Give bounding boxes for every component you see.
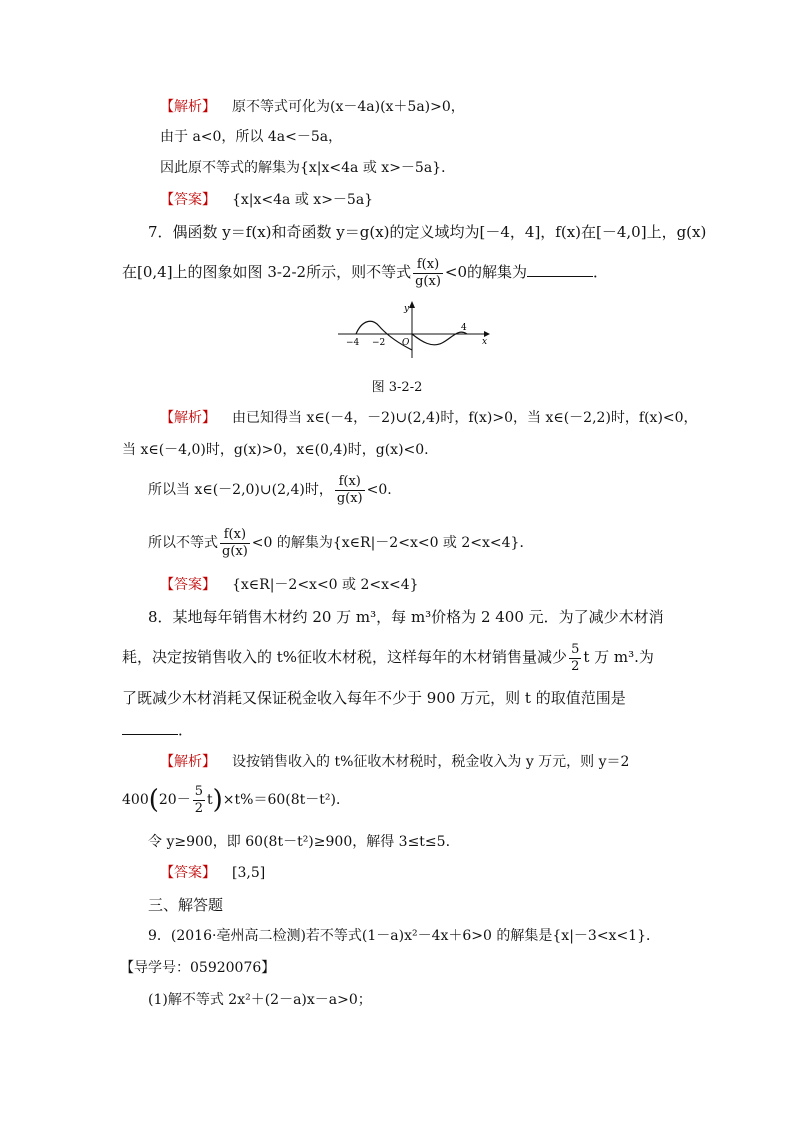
q6-analysis-line3: 因此原不等式的解集为{x|x<4a 或 x>－5a}． <box>160 160 456 176</box>
q8-analysis-line1: 【解析】 设按销售收入的 t%征收木材税时，税金收入为 y 万元，则 y＝2 <box>160 754 630 770</box>
q7-analysis-line1: 【解析】 由已知得当 x∈(－4，－2)∪(2,4)时，f(x)>0，当 x∈(－2,2)时，f(x)<0， <box>160 410 698 426</box>
q7-question-line2: 在[0,4]上的图象如图 3-2-2所示，则不等式 $\frac{f(x)}{g(x)}$ <0的解集为 ． <box>122 256 609 289</box>
tick-minus-4: −4 <box>346 338 360 348</box>
q8-analysis-line3: 令 y≥900，即 60(8t－t²)≥900，解得 3≤t≤5. <box>148 834 451 850</box>
q6-analysis-line2: 由于 a<0，所以 4a<－5a， <box>160 129 343 145</box>
figure-caption: 图 3-2-2 <box>371 380 423 395</box>
answer-blank <box>122 720 178 735</box>
answer-tag: 【答案】 <box>160 192 216 208</box>
q6-answer-line: 【答案】 {x|x<4a 或 x>－5a} <box>160 192 374 208</box>
y-label: y <box>404 304 410 314</box>
fraction-f-over-g: $\frac{f(x)}{g(x)}$ <box>222 526 248 559</box>
tick-4: 4 <box>461 323 467 333</box>
q9-part1: (1)解不等式 2x²＋(2－a)x－a>0； <box>148 992 372 1008</box>
q7-answer-line: 【答案】 {x∈R|－2<x<0 或 2<x<4} <box>160 577 419 593</box>
analysis-tag: 【解析】 <box>160 410 216 426</box>
fraction-f-over-g: $\frac{f(x)}{g(x)}$ <box>336 473 363 506</box>
q8-question-line3: 了既减少木材消耗又保证税金收入每年不少于 900 万元，则 t 的取值范围是 <box>122 689 626 707</box>
analysis-tag: 【解析】 <box>160 99 216 115</box>
answer-tag: 【答案】 <box>160 865 216 881</box>
fraction-5-over-2: $\frac{5}{2}$ <box>194 783 203 816</box>
q9-question-line1: 9．(2016·亳州高二检测)若不等式(1－a)x²－4x＋6>0 的解集是{x|－3<x<1}． <box>148 928 660 944</box>
y-axis-arrow <box>409 301 415 308</box>
fraction-f-over-g: $\frac{f(x)}{g(x)}$ <box>415 256 441 289</box>
function-graph-figure <box>334 298 494 360</box>
answer-tag: 【答案】 <box>160 577 216 593</box>
guide-number: 【导学号：05920076】 <box>120 960 276 976</box>
q8-analysis-line2: 400(20－ $\frac{5}{2}$ t)×t%＝60(8t－t²)． <box>122 783 350 816</box>
q8-question-line2: 耗，决定按销售收入的 t%征收木材税，这样每年的木材销售量减少 $\frac{5}{2}$ t 万 m³.为 <box>122 641 654 674</box>
q7-question-line1: 7．偶函数 y＝f(x)和奇函数 y＝g(x)的定义域均为[－4，4]，f(x)在[－4,0]上，g(x) <box>148 223 707 241</box>
section-heading: 三、解答题 <box>148 896 224 914</box>
q8-question-line1: 8．某地每年销售木材约 20 万 m³，每 m³价格为 2 400 元．为了减少木材消 <box>148 608 664 626</box>
answer-blank <box>527 262 593 277</box>
q8-answer-line: 【答案】 [3,5] <box>160 865 266 881</box>
q6-analysis-line1: 【解析】 原不等式可化为(x－4a)(x＋5a)>0， <box>160 99 465 115</box>
analysis-tag: 【解析】 <box>160 754 216 770</box>
q7-analysis-line4: 所以不等式 $\frac{f(x)}{g(x)}$ <0 的解集为{x∈R|－2<x<0 或 2<x<4}． <box>148 526 534 559</box>
q8-question-line4: ． <box>122 720 193 740</box>
tick-minus-2: −2 <box>372 338 386 348</box>
q7-analysis-line3: 所以当 x∈(－2,0)∪(2,4)时， $\frac{f(x)}{g(x)}$ <0. <box>148 473 392 506</box>
x-label: x <box>482 337 488 347</box>
q7-analysis-line2: 当 x∈(－4,0)时，g(x)>0，x∈(0,4)时，g(x)<0. <box>122 442 429 458</box>
origin-label: O <box>402 338 410 348</box>
fraction-5-over-2: $\frac{5}{2}$ <box>571 641 580 674</box>
